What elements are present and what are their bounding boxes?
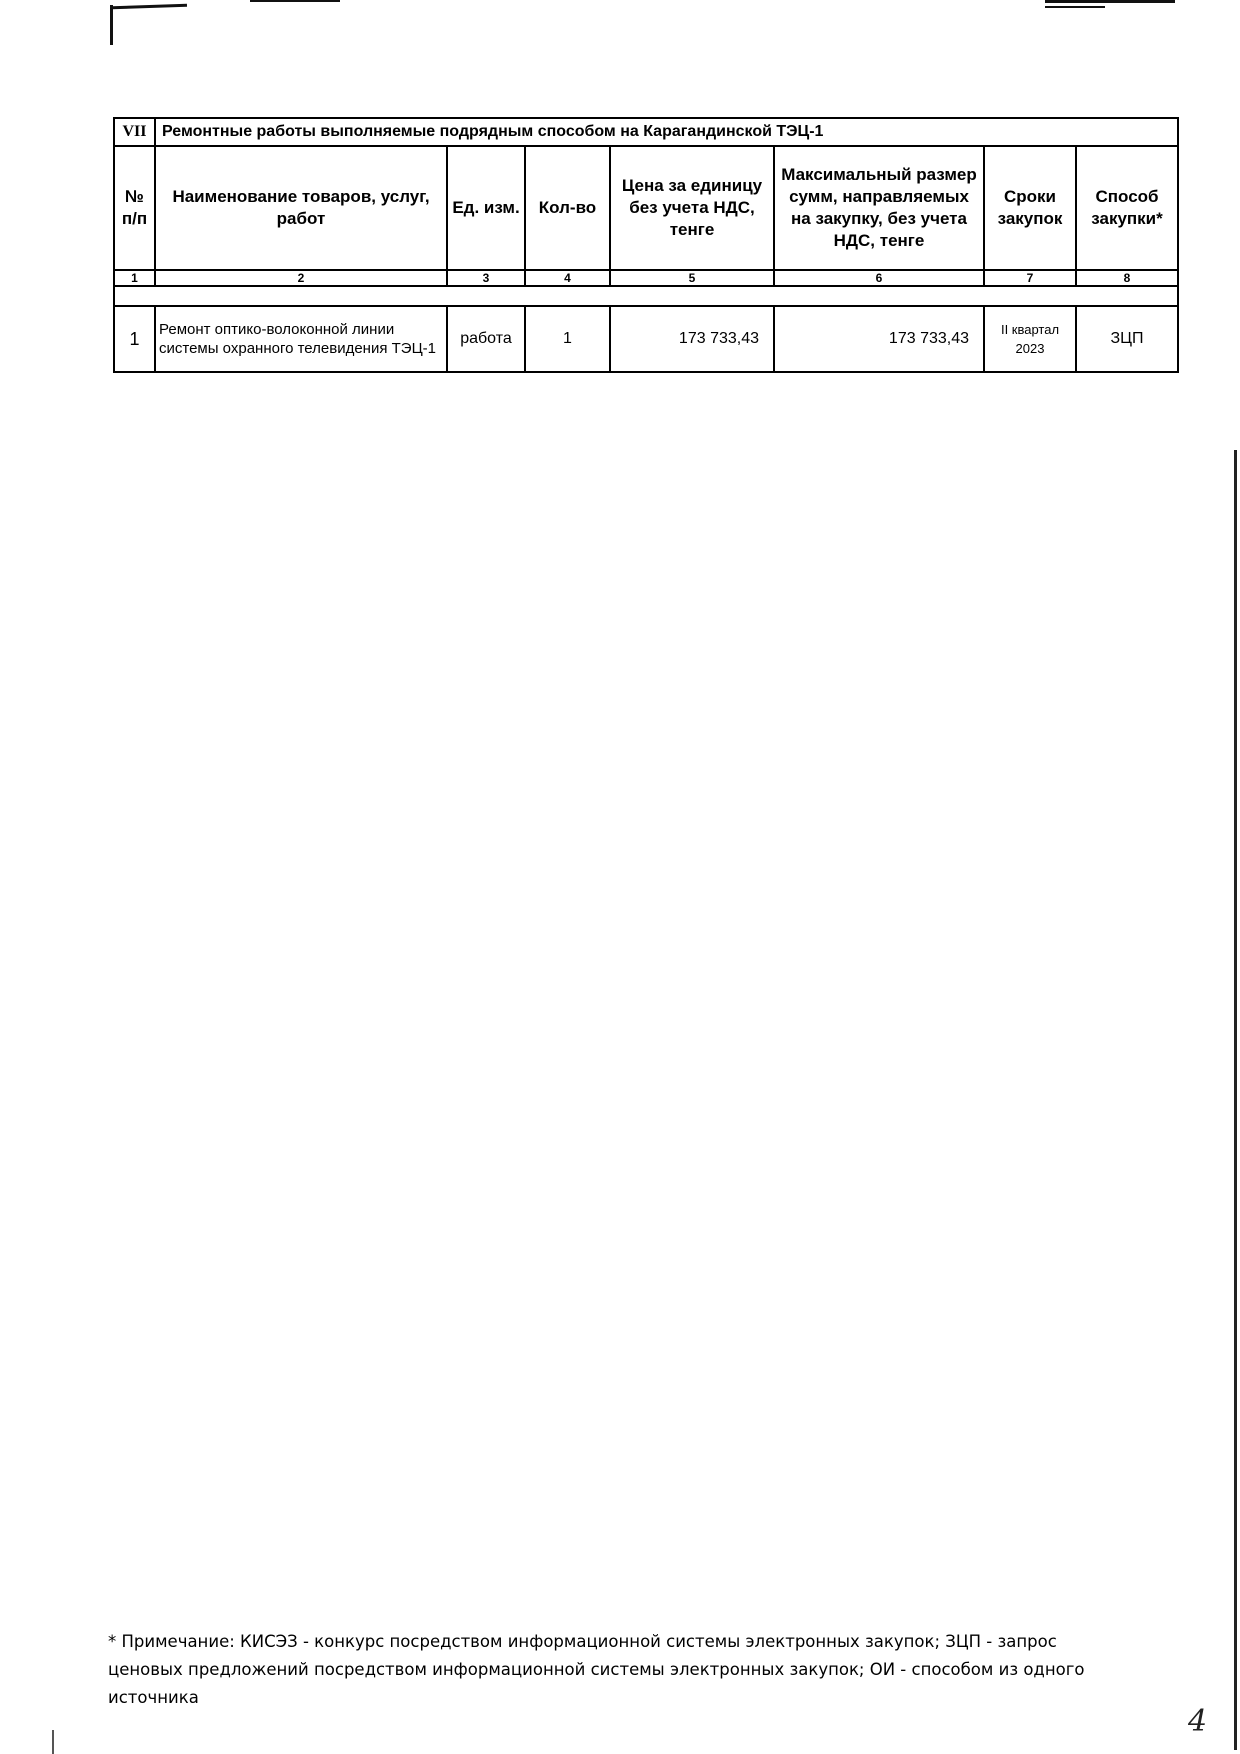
section-number: VII	[114, 118, 155, 146]
header-cell-quantity: Кол-во	[525, 146, 610, 270]
column-number: 6	[774, 270, 984, 286]
scan-artifact-right-edge	[1234, 450, 1237, 1750]
row-unit: работа	[447, 306, 525, 372]
header-cell-unit-price: Цена за единицу без учета НДС, тенге	[610, 146, 774, 270]
row-max-sum: 173 733,43	[774, 306, 984, 372]
row-number: 1	[114, 306, 155, 372]
column-number: 7	[984, 270, 1076, 286]
scan-artifact-left-edge	[52, 1730, 54, 1754]
header-cell-method: Способ закупки*	[1076, 146, 1178, 270]
header-cell-max-sum: Максимальный размер сумм, направляемых на закупку, без учета НДС, тенге	[774, 146, 984, 270]
section-title: Ремонтные работы выполняемые подрядным способом на Карагандинской ТЭЦ-1	[155, 118, 1178, 146]
row-quantity: 1	[525, 306, 610, 372]
procurement-table	[113, 117, 1179, 373]
column-number: 2	[155, 270, 447, 286]
scan-artifact-top-left	[112, 4, 187, 10]
column-number: 3	[447, 270, 525, 286]
spacer-cell	[114, 286, 1178, 306]
scan-artifact-top-left-vertical	[110, 5, 113, 45]
row-unit-price: 173 733,43	[610, 306, 774, 372]
column-number: 5	[610, 270, 774, 286]
table-row	[114, 306, 1178, 372]
header-cell-name: Наименование товаров, услуг, работ	[155, 146, 447, 270]
column-number: 1	[114, 270, 155, 286]
header-cell-term: Сроки закупок	[984, 146, 1076, 270]
scan-artifact-top-line	[250, 0, 340, 2]
row-term: II квартал 2023	[984, 306, 1076, 372]
header-row	[114, 146, 1178, 270]
scan-artifact-top-right	[1045, 0, 1175, 3]
column-number-row	[114, 270, 1178, 286]
row-method: ЗЦП	[1076, 306, 1178, 372]
page-number: 4	[1188, 1704, 1208, 1739]
row-name: Ремонт оптико-волоконной линии системы охранного телевидения ТЭЦ-1	[155, 306, 447, 372]
column-number: 8	[1076, 270, 1178, 286]
scan-artifact-top-right-2	[1045, 6, 1105, 8]
header-cell-number: № п/п	[114, 146, 155, 270]
section-row	[114, 118, 1178, 146]
spacer-row	[114, 286, 1178, 306]
column-number: 4	[525, 270, 610, 286]
header-cell-unit: Ед. изм.	[447, 146, 525, 270]
footnote: * Примечание: КИСЭЗ - конкурс посредством информационной системы электронных закупок; ЗЦП - запрос ценовых предложений посредством информационной системы электронных закупок; ОИ - способом из одного источника	[108, 1632, 1085, 1707]
